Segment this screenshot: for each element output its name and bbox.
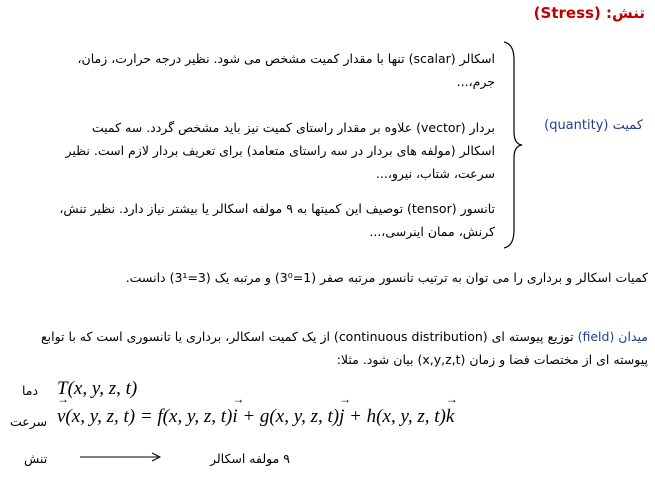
title-fa: تنش: bbox=[606, 4, 645, 22]
field-text: توزیع پیوسته ای (continuous distribution) از یک کمیت اسکالر، برداری یا تانسوری است که با توابع پیوسته ای از مختصات فضا و زمان (x,y,z,t) بیان شود. مثلا: bbox=[41, 329, 648, 367]
velocity-h: + h(x, y, z, t) bbox=[344, 406, 446, 427]
velocity-g: + g(x, y, z, t) bbox=[237, 406, 340, 427]
temperature-formula: T(x, y, z, t) bbox=[57, 378, 138, 399]
temperature-label: دما bbox=[22, 383, 39, 398]
unit-i: → i bbox=[232, 406, 237, 428]
velocity-formula bbox=[57, 406, 454, 428]
tensor-item: تانسور (tensor) توصیف این کمیتها به ۹ مولفه اسکالر یا بیشتر نیاز دارد. نظیر تنش، کرنش، ممان اینرسی،... bbox=[59, 201, 495, 239]
velocity-label: سرعت bbox=[10, 414, 48, 429]
rank-sentence: کمیات اسکالر و برداری را می توان به ترتیب تانسور مرتبه صفر (1=3⁰) و مرتبه یک (3=3¹) دانست. bbox=[125, 270, 648, 285]
quantity-label: کمیت (quantity) bbox=[544, 118, 643, 133]
field-paragraph bbox=[10, 325, 648, 371]
scalar-item: اسکالر (scalar) تنها با مقدار کمیت مشخص می شود. نظیر درجه حرارت، زمان، جرم،... bbox=[77, 51, 495, 89]
unit-k: → k bbox=[446, 406, 454, 428]
stress-label: تنش bbox=[24, 451, 48, 466]
right-arrow-icon bbox=[80, 451, 164, 463]
field-label: میدان (field) bbox=[577, 329, 648, 344]
page-title bbox=[534, 4, 645, 22]
curly-brace bbox=[500, 40, 524, 250]
title-en: (Stress) bbox=[533, 4, 601, 22]
vector-item: بردار (vector) علاوه بر مقدار راستای کمیت نیز باید مشخص گردد. سه کمیت اسکالر (مولفه های بردار در سه راستای متعامد) برای تعریف بردار لازم است. نظیر سرعت، شتاب، نیرو،... bbox=[65, 120, 495, 181]
velocity-lhs: → v(x, y, z, t) = f(x, y, z, t) bbox=[57, 406, 232, 428]
stress-desc: ۹ مولفه اسکالر bbox=[209, 451, 290, 466]
unit-j: → j bbox=[339, 406, 344, 428]
